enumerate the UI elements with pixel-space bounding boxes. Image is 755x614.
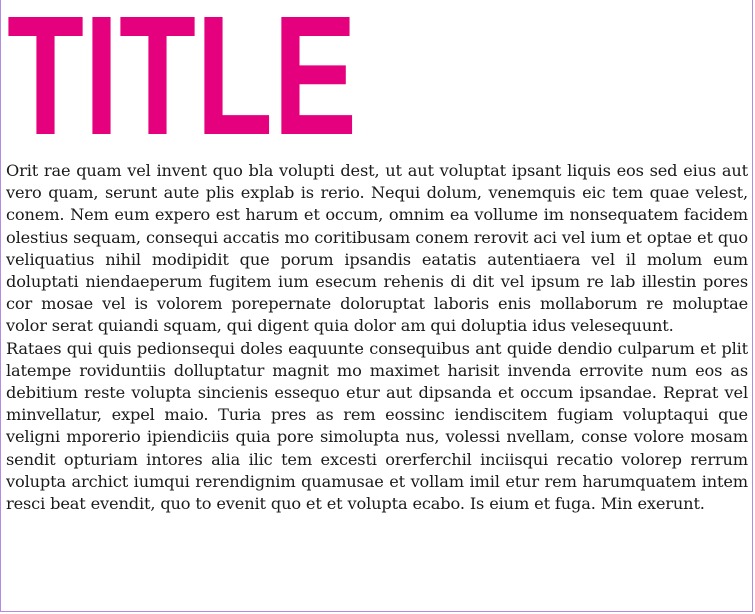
page-title (6, 12, 358, 136)
paragraph-2: Rataes qui quis pedionsequi doles eaquunte consequibus ant quide dendio culparum et plit latempe roviduntiis dolluptatur magnit mo maximet harisit invenda errovite num eos as debitium reste volupta sincienis essequo etur aut dipsanda et occum ipsandae. Reprat vel minvellatur, expel maio. Turia pres as rem eossinc iendiscitem fugiam voluptaqui que veligni mporerio ipiendiciis quia pore simolupta nus, volessi nvellam, conse volore mosam sendit opturiam intores alia ilic tem excesti orerferchil inciisqui recatio volorep rerrum volupta archict iumqui rerendignim quamusae et vollam imil etur rem harumquatem intem resci beat evendit, quo to evenit quo et et volupta ecabo. Is eium et fuga. Min exerunt. (6, 338, 748, 514)
paragraph-1: Orit rae quam vel invent quo bla volupti dest, ut aut voluptat ipsant liquis eos sed eius aut vero quam, serunt aute plis explab is rerio. Nequi dolum, venemquis eic tem quae velest, conem. Nem eum expero est harum et occum, omnim ea vollume im nonsequatem facidem olestius sequam, consequi accatis mo coritibusam conem rerovit aci vel ium et optae et quo veliquatius nihil modipidit que porum ipsandis eatatis autentiaera vel il molum eum doluptati niendaeperum fugitem ium esecum rehenis di dit vel ipsum re lab illestin pores cor mosae vel is volorem porepernate doloruptat laboris enis mollaborum re moluptae volor serat quiandi squam, qui digent quia dolor am qui doluptia idus velesequunt. (6, 161, 748, 336)
body-text (6, 160, 748, 515)
title-graphic (6, 12, 358, 136)
title-text: TITLE (7, 12, 357, 136)
